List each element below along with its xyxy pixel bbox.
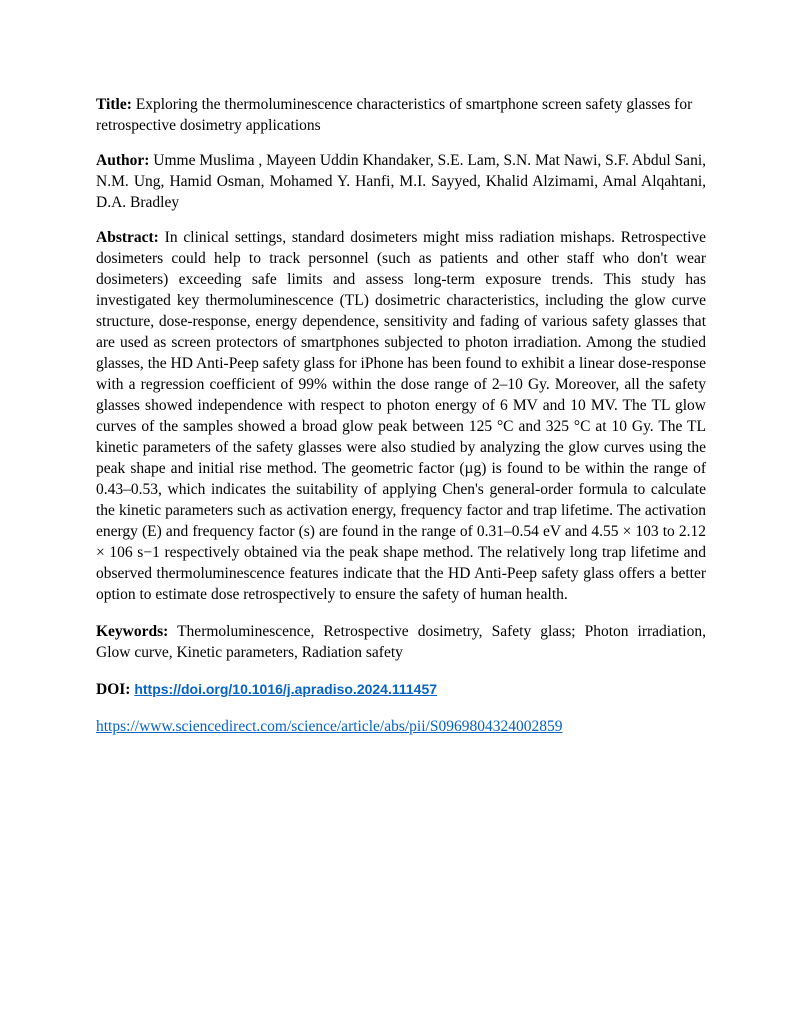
url-paragraph bbox=[96, 716, 706, 737]
keywords-label: Keywords: bbox=[96, 623, 169, 640]
keywords-text: Thermoluminescence, Retrospective dosimetry, Safety glass; Photon irradiation, Glow curve, Kinetic parameters, Radiation safety bbox=[96, 623, 706, 661]
sciencedirect-link[interactable]: https://www.sciencedirect.com/science/article/abs/pii/S0969804324002859 bbox=[96, 718, 563, 735]
title-text: Exploring the thermoluminescence characteristics of smartphone screen safety glasses for retrospective dosimetry applications bbox=[96, 96, 693, 134]
author-paragraph bbox=[96, 150, 706, 213]
abstract-label: Abstract: bbox=[96, 229, 159, 246]
doi-link[interactable]: https://doi.org/10.1016/j.apradiso.2024.111457 bbox=[134, 681, 438, 697]
author-text: Umme Muslima , Mayeen Uddin Khandaker, S.E. Lam, S.N. Mat Nawi, S.F. Abdul Sani, N.M. Ung, Hamid Osman, Mohamed Y. Hanfi, M.I. Sayyed, Khalid Alzimami, Amal Alqahtani, D.A. Bradley bbox=[96, 152, 706, 211]
abstract-text: In clinical settings, standard dosimeters might miss radiation mishaps. Retrospective dosimeters could help to track personnel (such as patients and other staff who don't wear dosimeters) exceeding safe limits and assess long-term exposure trends. This study has investigated key thermoluminescence (TL) dosimetric characteristics, including the glow curve structure, dose-response, energy dependence, sensitivity and fading of various safety glasses that are used as screen protectors of smartphones subjected to photon irradiation. Among the studied glasses, the HD Anti-Peep safety glass for iPhone has been found to exhibit a linear dose-response with a regression coefficient of 99% within the dose range of 2–10 Gy. Moreover, all the safety glasses showed independence with respect to photon energy of 6 MV and 10 MV. The TL glow curves of the samples showed a broad glow peak between 125 °C and 325 °C at 10 Gy. The TL kinetic parameters of the safety glasses were also studied by analyzing the glow curves using the peak shape and initial rise method. The geometric factor (µg) is found to be within the range of 0.43–0.53, which indicates the suitability of applying Chen's general-order formula to calculate the kinetic parameters such as activation energy, frequency factor and trap lifetime. The activation energy (E) and frequency factor (s) are found in the range of 0.31–0.54 eV and 4.55 × 103 to 2.12 × 106 s−1 respectively obtained via the peak shape method. The relatively long trap lifetime and observed thermoluminescence features indicate that the HD Anti-Peep safety glass offers a better option to estimate dose retrospectively to ensure the safety of human health. bbox=[96, 229, 707, 603]
abstract-paragraph bbox=[96, 227, 706, 605]
title-paragraph bbox=[96, 94, 706, 136]
title-label: Title: bbox=[96, 96, 132, 113]
document-page bbox=[96, 94, 706, 751]
keywords-paragraph bbox=[96, 621, 706, 663]
author-label: Author: bbox=[96, 152, 150, 169]
doi-label: DOI: bbox=[96, 681, 131, 698]
doi-paragraph bbox=[96, 679, 706, 700]
